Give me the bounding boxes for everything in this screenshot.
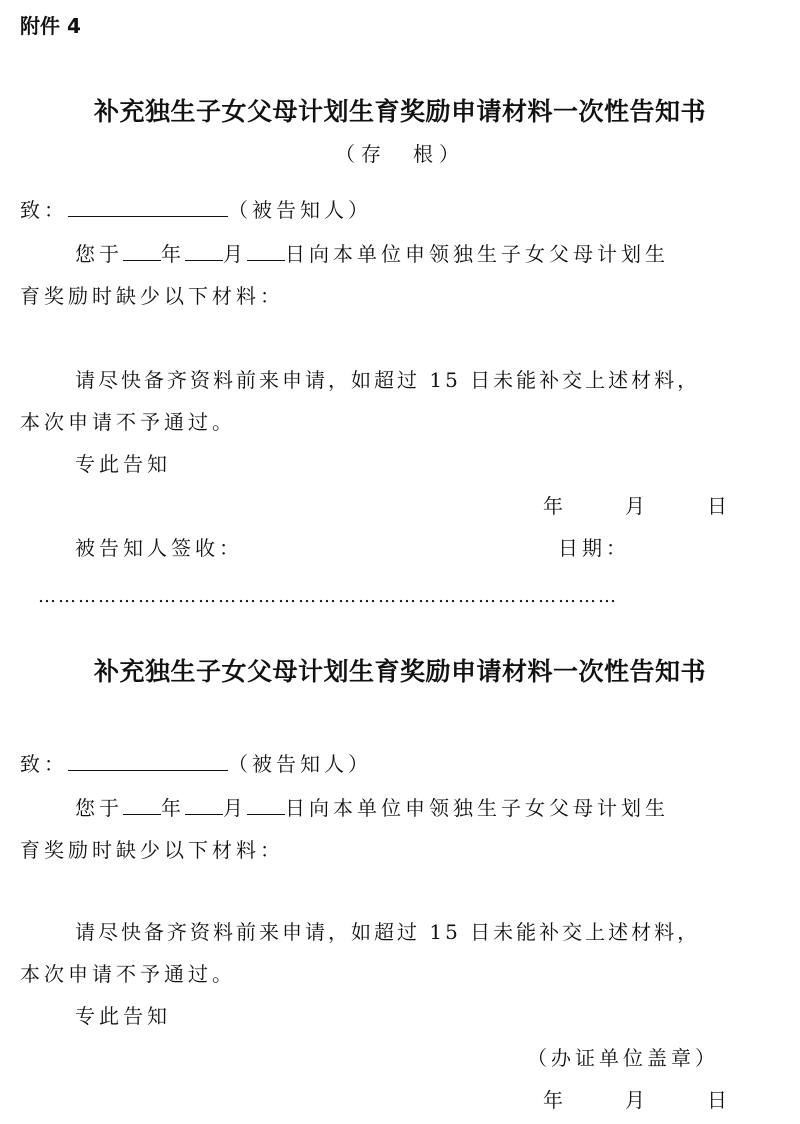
stub-deadline-line: 请尽快备齐资料前来申请，如超过 15 日未能补交上述材料， [75,368,701,392]
notice-date-year: 年 [543,1088,563,1112]
notice-date-day: 日 [707,1088,727,1112]
month-label: 月 [223,242,247,266]
applied-suffix: 日向本单位申领独生子女父母计划生 [285,796,669,820]
stub-recipient-line [20,194,372,223]
notice-recipient-line [20,748,372,777]
attachment-label: 附件 4 [20,14,81,38]
recipient-prefix: 致： [20,752,68,776]
year-label: 年 [161,796,185,820]
stub-date-day: 日 [707,494,727,518]
month-blank [185,792,223,815]
year-label: 年 [161,242,185,266]
applied-prefix: 您于 [75,796,123,820]
notice-missing-materials-line: 育奖励时缺少以下材料： [20,838,284,862]
recipient-blank [68,194,228,217]
stub-rejection-line: 本次申请不予通过。 [20,410,236,434]
year-blank [123,792,161,815]
day-blank [247,238,285,261]
stub-notice: 专此告知 [75,452,171,476]
month-label: 月 [223,796,247,820]
notice-title: 补充独生子女父母计划生育奖励申请材料一次性告知书 [93,657,706,686]
stub-missing-materials-line: 育奖励时缺少以下材料： [20,284,284,308]
applied-prefix: 您于 [75,242,123,266]
year-blank [123,238,161,261]
applied-suffix: 日向本单位申领独生子女父母计划生 [285,242,669,266]
stub-sign-date-label: 日期： [558,536,630,560]
recipient-suffix: （被告知人） [228,198,372,222]
recipient-prefix: 致： [20,198,68,222]
stub-date-year: 年 [543,494,563,518]
recipient-suffix: （被告知人） [228,752,372,776]
issuer-stamp-label: （办证单位盖章） [527,1046,719,1070]
month-blank [185,238,223,261]
notice-closing: 专此告知 [75,1004,171,1028]
stub-date-applied-line [75,238,669,267]
notice-date-applied-line [75,792,669,821]
stub-subtitle: （存 根） [335,142,465,166]
notice-deadline-line: 请尽快备齐资料前来申请，如超过 15 日未能补交上述材料， [75,920,701,944]
day-blank [247,792,285,815]
notice-rejection-line: 本次申请不予通过。 [20,962,236,986]
cut-line-separator: …………………………………………………………………………… [38,586,618,607]
stub-date-month: 月 [625,494,645,518]
recipient-blank [68,748,228,771]
stub-title: 补充独生子女父母计划生育奖励申请材料一次性告知书 [93,97,706,126]
notice-date-month: 月 [625,1088,645,1112]
stub-sign-label: 被告知人签收： [75,536,243,560]
